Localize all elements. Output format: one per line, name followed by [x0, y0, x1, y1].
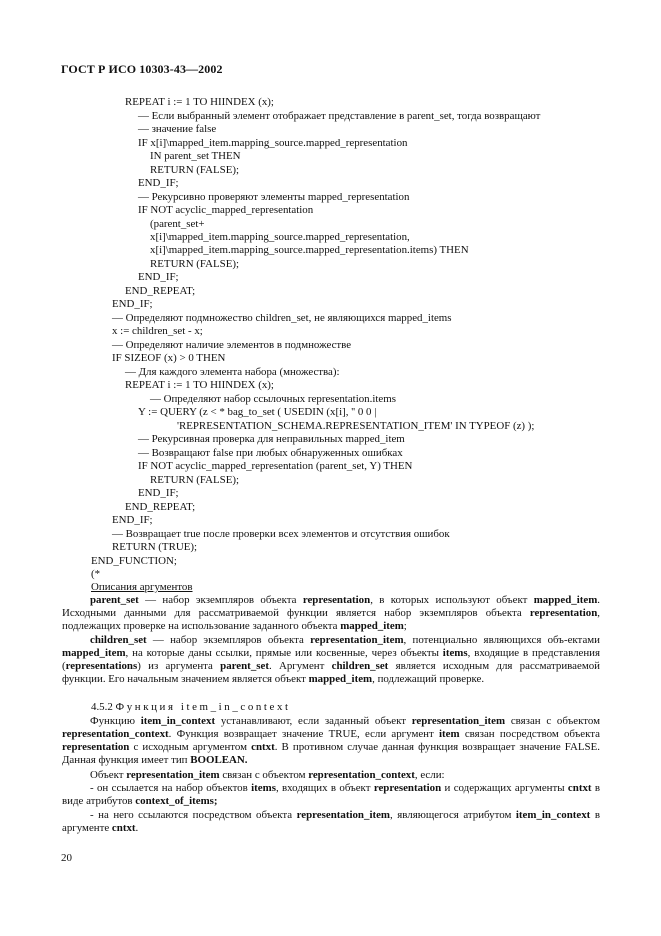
code-line: — Рекурсивно проверяют элементы mapped_representation [138, 191, 410, 203]
code-line: — значение false [138, 123, 217, 135]
section-heading: Описания аргументов [91, 581, 193, 593]
paragraph-item-in-context: Функцию item_in_context устанавливают, если заданный объект representation_item связан с объектом representation_context. Функция возвращает значение TRUE, если аргумент item связан посредством объекта representation с исходным аргументом cntxt. В противном случае данная функция возвращает значение FALSE. Данная функция имеет тип BOOLEAN. [62, 715, 601, 766]
code-line: (* [91, 568, 101, 580]
paragraph-parent-set: parent_set — набор экземпляров объекта representation, в которых используют объект mapped_item. Исходными данными для рассматриваемой функции является набор экземпляров объекта representation, подлежащих проверке на использование заданного объекта mapped_item; [62, 594, 600, 632]
code-line: RETURN (TRUE); [112, 541, 197, 553]
code-line: x := children_set - x; [112, 325, 203, 337]
code-line: — Рекурсивная проверка для неправильных mapped_item [138, 433, 405, 445]
code-line: x[i]\mapped_item.mapping_source.mapped_representation, [150, 231, 410, 243]
code-line: 'REPRESENTATION_SCHEMA.REPRESENTATION_ITEM' IN TYPEOF (z) ); [177, 420, 535, 432]
code-line: — Определяют подмножество children_set, не являющихся mapped_items [112, 312, 452, 324]
code-line: END_IF; [138, 487, 179, 499]
code-line: REPEAT i := 1 TO HIINDEX (x); [125, 96, 274, 108]
code-line: RETURN (FALSE); [150, 258, 240, 270]
code-line: Y := QUERY (z < * bag_to_set ( USEDIN (x[i], '' 0 0 | [138, 406, 377, 418]
paragraph-children-set: children_set — набор экземпляров объекта representation_item, потенциально являющихся объ-ектами mapped_item, на которые даны ссылки, прямые или косвенные, через объекты items, входящие в представления (representations) из аргумента parent_set. Аргумент children_set является исходным для рассматриваемой функции. Его начальным значением является объект mapped_item, подлежащий проверке. [62, 634, 601, 685]
code-line: x[i]\mapped_item.mapping_source.mapped_representation.items) THEN [150, 244, 469, 256]
code-line: END_FUNCTION; [91, 555, 177, 567]
paragraph-condition-2: - на него ссылаются посредством объекта representation_item, являющегося атрибутом item_in_context в аргументе cntxt. [62, 809, 600, 834]
code-line: — Определяют набор ссылочных representation.items [150, 393, 396, 405]
code-line: IF x[i]\mapped_item.mapping_source.mapped_representation [138, 137, 408, 149]
paragraph-condition-1: - он ссылается на набор объектов items, входящих в объект representation и содержащих аргументы cntxt в виде атрибутов context_of_items; [62, 782, 601, 807]
paragraph-condition: Объект representation_item связан с объектом representation_context, если: [90, 769, 445, 781]
code-line: END_REPEAT; [125, 285, 196, 297]
page-number: 20 [61, 852, 72, 864]
code-line: END_IF; [138, 271, 179, 283]
section-title: 4.5.2 Функция item_in_context [91, 701, 291, 713]
code-line: (parent_set+ [150, 218, 205, 230]
code-line: END_IF; [138, 177, 179, 189]
code-line: — Определяют наличие элементов в подмножестве [112, 339, 352, 351]
code-line: IF SIZEOF (x) > 0 THEN [112, 352, 226, 364]
code-line: IN parent_set THEN [150, 150, 241, 162]
code-line: RETURN (FALSE); [150, 164, 240, 176]
code-line: END_IF; [112, 298, 153, 310]
code-line: — Если выбранный элемент отображает представление в parent_set, тогда возвращают [138, 110, 541, 122]
code-line: — Возвращает true после проверки всех элементов и отсутствия ошибок [112, 528, 450, 540]
code-line: — Для каждого элемента набора (множества): [125, 366, 340, 378]
code-line: IF NOT acyclic_mapped_representation [138, 204, 314, 216]
code-line: IF NOT acyclic_mapped_representation (parent_set, Y) THEN [138, 460, 413, 472]
code-line: END_IF; [112, 514, 153, 526]
code-line: END_REPEAT; [125, 501, 196, 513]
code-line: RETURN (FALSE); [150, 474, 240, 486]
code-line: — Возвращают false при любых обнаруженных ошибках [138, 447, 403, 459]
document-header: ГОСТ Р ИСО 10303-43—2002 [61, 62, 223, 76]
code-line: REPEAT i := 1 TO HIINDEX (x); [125, 379, 274, 391]
